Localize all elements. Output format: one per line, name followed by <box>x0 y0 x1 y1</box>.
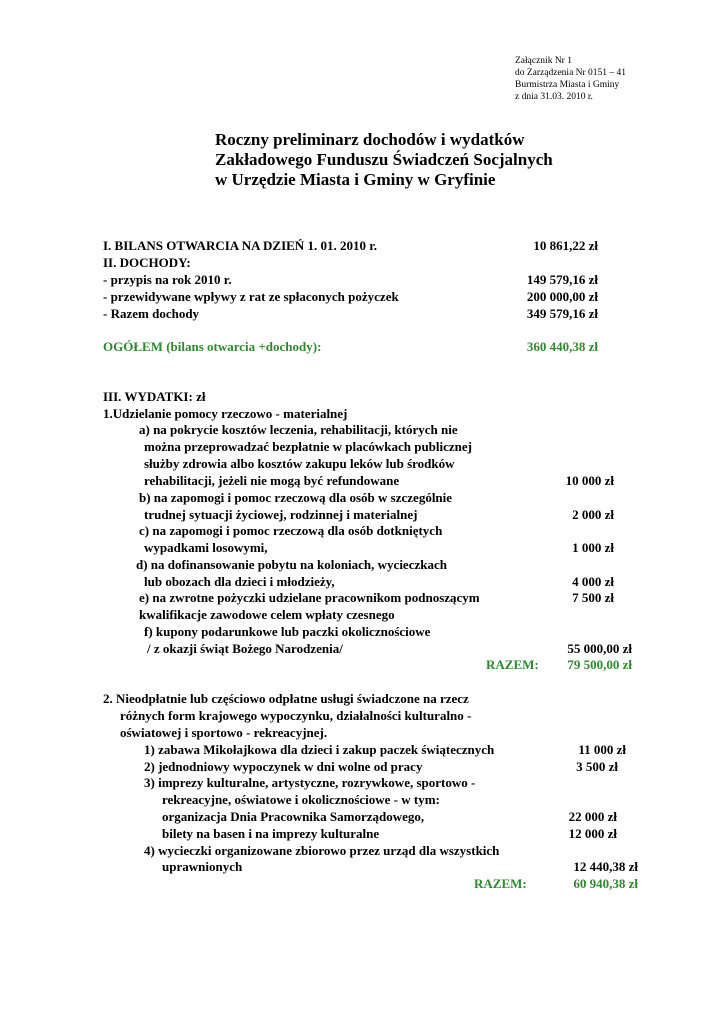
expense-amount: 11 000 zł <box>578 742 626 757</box>
expense-line: 4) wycieczki organizowane zbiorowo przez urząd dla wszystkich <box>144 843 500 858</box>
annex-line: Załącznik Nr 1 <box>515 56 572 66</box>
expense-line: 1) zabawa Mikołajkowa dla dzieci i zakup paczek świątecznych <box>144 742 495 757</box>
annex-line: z dnia 31.03. 2010 r. <box>515 92 593 102</box>
subtotal-label: RAZEM: <box>474 876 527 891</box>
expense-amount: 4 000 zł <box>572 574 614 589</box>
expense-line: bilety na basen i na imprezy kulturalne <box>162 826 380 841</box>
subtotal-amount: 60 940,38 zł <box>573 876 638 891</box>
grand-total-amount: 360 440,38 zł <box>526 339 598 354</box>
expense-amount: 12 000 zł <box>568 826 617 841</box>
expense-line: kwalifikacje zawodowe celem wpłaty czesnego <box>139 607 395 622</box>
expense-item-heading: 2. Nieodpłatnie lub częściowo odpłatne usługi świadczone na rzecz <box>103 691 469 706</box>
expense-line: e) na zwrotne pożyczki udzielane pracownikom podnoszącym <box>139 590 480 605</box>
income-row-amount: 349 579,16 zł <box>526 306 598 321</box>
opening-balance-label: I. BILANS OTWARCIA NA DZIEŃ 1. 01. 2010 r. <box>103 238 378 253</box>
opening-balance-amount: 10 861,22 zł <box>533 238 598 253</box>
expense-line: można przeprowadzać bezpłatnie w placówkach publicznej <box>144 439 472 454</box>
expense-line: 3) imprezy kulturalne, artystyczne, rozrywkowe, sportowo - <box>144 775 476 790</box>
expense-line: a) na pokrycie kosztów leczenia, rehabilitacji, których nie <box>139 422 458 437</box>
expense-amount: 2 000 zł <box>572 507 614 522</box>
annex-line: do Zarządzenia Nr 0151 – 41 <box>515 68 627 78</box>
expense-item-heading: oświatowej i sportowo - rekreacyjnej. <box>120 725 328 740</box>
income-row-label: - Razem dochody <box>103 306 200 321</box>
expense-line: trudnej sytuacji życiowej, rodzinnej i materialnej <box>144 507 418 522</box>
income-row-amount: 200 000,00 zł <box>526 289 598 304</box>
expense-line: / z okazji świąt Bożego Narodzenia/ <box>147 641 343 656</box>
expense-line: b) na zapomogi i pomoc rzeczową dla osób w szczególnie <box>139 490 453 505</box>
expense-amount: 55 000,00 zł <box>567 641 632 656</box>
expense-line: f) kupony podarunkowe lub paczki okolicznościowe <box>144 624 431 639</box>
income-row-label: - przypis na rok 2010 r. <box>103 272 232 287</box>
grand-total-label: OGÓŁEM (bilans otwarcia +dochody): <box>103 339 322 354</box>
expense-line: organizacja Dnia Pracownika Samorządowego, <box>162 809 425 824</box>
expense-amount: 1 000 zł <box>572 540 614 555</box>
expense-line: służby zdrowia albo kosztów zakupu leków lub środków <box>144 456 455 471</box>
expense-line: rehabilitacji, jeżeli nie mogą być refundowane <box>144 473 400 488</box>
annex-line: Burmistrza Miasta i Gminy <box>515 80 620 90</box>
expense-amount: 10 000 zł <box>565 473 614 488</box>
expenses-heading: III. WYDATKI: zł <box>103 389 206 404</box>
expense-item-heading: różnych form krajowego wypoczynku, działalności kulturalno - <box>120 708 472 723</box>
expense-line: rekreacyjne, oświatowe i okolicznościowe - w tym: <box>162 792 440 807</box>
expense-line: lub obozach dla dzieci i młodzieży, <box>144 574 335 589</box>
annex-note <box>515 55 626 103</box>
expense-amount: 7 500 zł <box>572 590 614 605</box>
title-line: w Urzędzie Miasta i Gminy w Gryfinie <box>215 170 496 189</box>
expense-line: uprawnionych <box>162 859 243 874</box>
expense-item-heading: 1.Udzielanie pomocy rzeczowo - materialnej <box>103 406 348 421</box>
title-line: Zakładowego Funduszu Świadczeń Socjalnych <box>215 150 553 169</box>
expense-line: d) na dofinansowanie pobytu na koloniach, wycieczkach <box>136 557 447 572</box>
expense-amount: 22 000 zł <box>568 809 617 824</box>
income-heading: II. DOCHODY: <box>103 255 191 270</box>
expense-amount: 3 500 zł <box>576 759 618 774</box>
subtotal-label: RAZEM: <box>486 657 539 672</box>
title-line: Roczny preliminarz dochodów i wydatków <box>215 130 525 149</box>
expense-amount: 12 440,38 zł <box>573 859 638 874</box>
expense-line: c) na zapomogi i pomoc rzeczową dla osób dotkniętych <box>139 523 443 538</box>
expense-line: wypadkami losowymi, <box>144 540 268 555</box>
income-row-amount: 149 579,16 zł <box>526 272 598 287</box>
document-title <box>215 130 553 190</box>
subtotal-amount: 79 500,00 zł <box>567 657 632 672</box>
expense-line: 2) jednodniowy wypoczynek w dni wolne od pracy <box>144 759 423 774</box>
income-row-label: - przewidywane wpływy z rat ze spłaconych pożyczek <box>103 289 399 304</box>
